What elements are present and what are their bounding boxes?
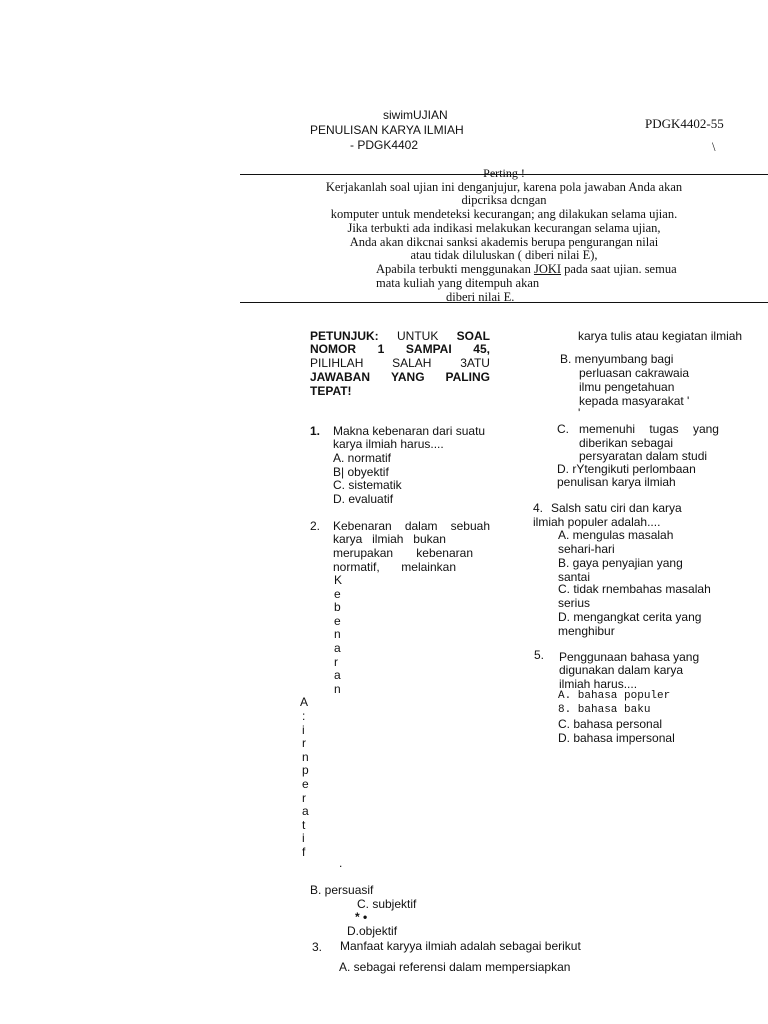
q2-vertical-option-a[interactable]: A <box>300 695 309 709</box>
vertical-letter: p <box>302 763 309 778</box>
vertical-letter: f <box>302 844 306 859</box>
q3-c-word: tugas <box>649 422 679 436</box>
q3-option-a[interactable]: A. sebagai referensi dalam mempersiapkan <box>339 960 571 974</box>
vertical-letter: i <box>302 722 305 737</box>
q5-option-a[interactable]: A. bahasa populer <box>558 690 671 702</box>
notice-title: Perting ! <box>483 166 525 180</box>
vertical-letter: r <box>334 654 338 669</box>
q3-c-word: memenuhi <box>579 422 636 436</box>
notice-line-7c: pada saat ujian. semua <box>561 262 677 276</box>
instructions-word: JAWABAN <box>310 370 371 384</box>
instructions-word: SAMPAI <box>405 342 452 356</box>
q3-stem: Manfaat karyya ilmiah adalah sebagai berikut <box>340 939 581 953</box>
q2-word: melainkan <box>401 560 456 574</box>
q1-stem-1: Makna kebenaran dari suatu <box>333 424 486 438</box>
notice-line-2: dipcriksa dcngan <box>461 193 547 207</box>
q2-vertical-word-1 <box>334 574 342 696</box>
q4-number: 4. <box>533 501 544 515</box>
q2-option-c[interactable]: C. subjektif <box>357 897 417 911</box>
q1-option-b[interactable]: B| obyektif <box>333 465 389 479</box>
q2-word: karya <box>333 532 363 546</box>
instructions-word: 45, <box>473 342 490 356</box>
course-code: PDGK4402-55 <box>645 116 724 131</box>
q2-stem-1 <box>333 519 490 533</box>
vertical-letter: b <box>334 600 341 615</box>
vertical-letter: a <box>302 804 309 819</box>
q4-option-b[interactable]: B. gaya penyajian yang <box>558 556 683 570</box>
q4-option-d[interactable]: D. mengangkat cerita yang <box>558 610 702 624</box>
q1-number: 1. <box>310 424 321 438</box>
q2-option-d[interactable]: D.objektif <box>347 924 398 938</box>
instructions-word: YANG <box>390 370 425 384</box>
instructions-word: PALING <box>445 370 490 384</box>
q3-option-b-line-3: ilmu pengetahuan <box>579 380 675 394</box>
q3-option-b[interactable]: B. menyumbang bagi <box>560 352 674 366</box>
q2-word: sebuah <box>450 519 490 533</box>
q3-option-b-line-5: ' <box>578 406 581 420</box>
header-backslash: \ <box>712 140 716 154</box>
q1-option-a[interactable]: A. normatif <box>333 451 392 465</box>
notice-line-1: Kerjakanlah soal ujian ini denganjujur, karena pola jawaban Anda akan <box>325 180 683 194</box>
q3-option-c-label[interactable]: C. <box>557 422 569 436</box>
q4-stem-2: ilmiah populer adalah.... <box>533 515 661 529</box>
q3-option-c-line-3: persyaratan dalam studi <box>579 449 708 463</box>
notice-line-7a: Apabila terbukti menggunakan <box>376 262 534 276</box>
q5-option-b[interactable]: 8. bahasa baku <box>558 704 651 716</box>
q5-stem-2: digunakan dalam karya <box>559 663 684 677</box>
vertical-letter: r <box>302 736 306 751</box>
q2-word: kebenaran <box>416 546 473 560</box>
notice-line-9: diberi nilai E. <box>446 290 515 304</box>
vertical-letter: n <box>302 749 309 764</box>
q2-word: bukan <box>413 532 446 546</box>
instructions-word: SALAH <box>392 356 432 370</box>
q3-option-d-line-2: penulisan karya ilmiah <box>557 475 676 489</box>
instructions-row-2 <box>310 342 490 356</box>
q4-option-c-line-2: serius <box>558 596 591 610</box>
notice-line-4: Jika terbukti ada indikasi melakukan kecurangan selama ujian, <box>347 221 661 235</box>
instructions-word: NOMOR <box>310 342 356 356</box>
q4-option-a-line-2: sehari-hari <box>558 542 615 556</box>
header-line-3: - PDGK4402 <box>350 138 419 152</box>
vertical-letter: K <box>334 573 343 587</box>
q2-stem-4 <box>333 560 456 574</box>
q3-option-c[interactable] <box>579 422 719 436</box>
instructions-row-3 <box>310 356 490 370</box>
instructions-label: PETUNJUK: <box>310 329 379 343</box>
vertical-letter: a <box>334 668 341 683</box>
q5-option-d[interactable]: D. bahasa impersonal <box>558 731 675 745</box>
q2-word: dalam <box>404 519 438 533</box>
q2-stem-3 <box>333 546 473 560</box>
instructions-word: 3ATU <box>460 356 490 370</box>
q4-stem-1: Salsh satu ciri dan karya <box>551 501 682 515</box>
q2-option-b[interactable]: B. persuasif <box>310 883 374 897</box>
vertical-letter: a <box>334 640 341 655</box>
q3-option-a-cont: karya tulis atau kegiatan ilmiah <box>578 329 743 343</box>
q5-stem-1: Penggunaan bahasa yang <box>559 650 700 664</box>
vertical-letter: i <box>302 831 305 846</box>
vertical-letter: : <box>302 709 306 723</box>
q5-option-c[interactable]: C. bahasa personal <box>558 717 663 731</box>
instructions-row-1 <box>310 329 490 343</box>
instructions-word: PILIHLAH <box>310 356 364 370</box>
q4-option-d-line-2: menghibur <box>558 624 615 638</box>
notice-line-8: mata kuliah yang ditempuh akan <box>376 276 540 290</box>
instructions-row-4 <box>310 370 490 384</box>
instructions-word: 1 <box>377 342 385 356</box>
q3-option-c-line-2: diberikan sebagai <box>579 436 674 450</box>
q4-option-c[interactable]: C. tidak rnembahas masalah <box>558 582 711 596</box>
notice-line-5: Anda akan dikcnai sanksi akademis berupa pengurangan nilai <box>349 235 659 249</box>
vertical-letter: e <box>334 613 341 628</box>
q4-option-b-line-2: santai <box>558 570 591 584</box>
q3-option-b-line-4: kepada masyarakat ' <box>579 394 690 408</box>
q1-option-d[interactable]: D. evaluatif <box>333 492 394 506</box>
q2-word: Kebenaran <box>333 519 392 533</box>
q1-option-c[interactable]: C. sistematik <box>333 478 402 492</box>
joki-word: JOKI <box>533 262 562 276</box>
vertical-letter: e <box>334 586 341 601</box>
header-line-1: siwimUJIAN <box>383 108 448 122</box>
instructions-word: SOAL <box>456 329 490 343</box>
q2-word: merupakan <box>333 546 394 560</box>
notice-bottom-rule <box>240 302 768 303</box>
q4-option-a[interactable]: A. mengulas masalah <box>558 528 674 542</box>
vertical-letter: n <box>334 681 341 696</box>
vertical-letter: r <box>302 790 306 805</box>
q3-option-b-line-2: perluasan cakrawaia <box>579 366 690 380</box>
instructions-row-5: TEPAT! <box>310 384 352 398</box>
notice-line-6: atau tidak diluluskan ( diberi nilai E), <box>410 248 598 262</box>
q2-stem-2 <box>333 532 446 546</box>
q2-number: 2. <box>310 519 321 533</box>
vertical-letter: t <box>302 817 306 832</box>
q3-option-d[interactable]: D. rYtengikuti perlombaan <box>557 462 696 476</box>
header-line-2: PENULISAN KARYA ILMIAH <box>310 123 464 137</box>
notice-line-7 <box>376 262 677 277</box>
q5-stem-3: ilmiah harus.... <box>559 677 638 691</box>
q5-number: 5. <box>534 648 545 662</box>
q2-stray-dot: . <box>339 856 343 870</box>
q3-c-word: yang <box>692 422 719 436</box>
q1-stem-2: karya ilmiah harus.... <box>333 437 444 451</box>
q2-vertical-word-2 <box>302 710 309 860</box>
vertical-letter: e <box>302 776 309 791</box>
vertical-letter: n <box>334 627 341 642</box>
q2-word: normatif, <box>333 560 380 574</box>
instructions-word: UNTUK <box>396 329 439 343</box>
q2-word: ilmiah <box>372 532 404 546</box>
q3-number: 3. <box>312 940 323 954</box>
q2-stray-marks: * • <box>355 910 368 924</box>
notice-line-3: komputer untuk mendeteksi kecurangan; ang dilakukan selama ujian. <box>330 207 678 221</box>
